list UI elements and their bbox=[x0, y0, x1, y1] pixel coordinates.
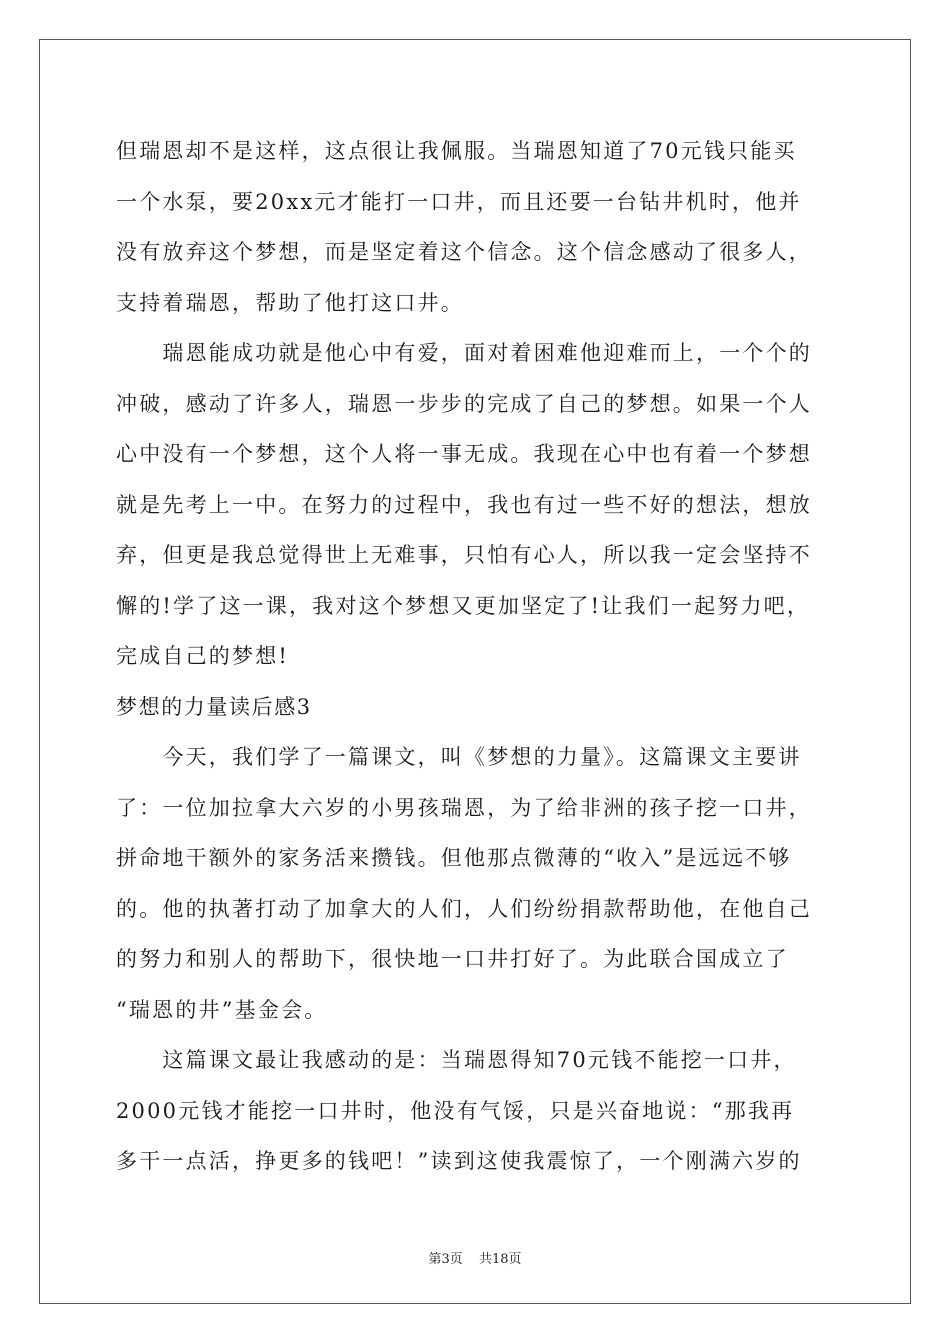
text-line: 这篇课文最让我感动的是：当瑞恩得知70元钱不能挖一口井， bbox=[116, 1048, 797, 1072]
text-line: 但瑞恩却不是这样，这点很让我佩服。当瑞恩知道了70元钱只能买 bbox=[116, 139, 797, 163]
text-line: 弃，但更是我总觉得世上无难事，只怕有心人，所以我一定会坚持不 bbox=[116, 543, 812, 567]
text-line: 多干一点活，挣更多的钱吧！”读到这使我震惊了，一个刚满六岁的 bbox=[116, 1149, 802, 1173]
text-line: 就是先考上一中。在努力的过程中，我也有过一些不好的想法，想放 bbox=[116, 492, 812, 517]
text-line: 2000元钱才能挖一口井时，他没有气馁，只是兴奋地说：“那我再 bbox=[116, 1098, 795, 1123]
document-body bbox=[116, 126, 836, 1187]
page-footer bbox=[0, 1248, 950, 1267]
text-line: 一个水泵，要20xx元才能打一口井，而且还要一台钻井机时，他并 bbox=[116, 189, 802, 214]
text-line: 的努力和别人的帮助下，很快地一口井打好了。为此联合国成立了 bbox=[116, 947, 789, 971]
text-line: 没有放弃这个梦想，而是坚定着这个信念。这个信念感动了很多人， bbox=[116, 240, 812, 264]
text-line: 拼命地干额外的家务活来攒钱。但他那点微薄的“收入”是远远不够 bbox=[116, 846, 792, 870]
text-line: 的。他的执著打动了加拿大的人们，人们纷纷捐款帮助他，在他自己 bbox=[116, 896, 812, 921]
text-line: 今天，我们学了一篇课文，叫《梦想的力量》。这篇课文主要讲 bbox=[116, 745, 802, 769]
text-line: “瑞恩的井”基金会。 bbox=[116, 997, 328, 1022]
text-line: 完成自己的梦想! bbox=[116, 644, 290, 668]
page-total: 共18页 bbox=[478, 1252, 522, 1267]
text-line: 支持着瑞恩，帮助了他打这口井。 bbox=[116, 290, 464, 315]
text-line: 心中没有一个梦想，这个人将一事无成。我现在心中也有着一个梦想 bbox=[116, 442, 812, 466]
text-line: 了：一位加拉拿大六岁的小男孩瑞恩，为了给非洲的孩子挖一口井， bbox=[116, 795, 812, 820]
text-line: 冲破，感动了许多人，瑞恩一步步的完成了自己的梦想。如果一个人 bbox=[116, 391, 812, 416]
text-line: 瑞恩能成功就是他心中有爱，面对着困难他迎难而上，一个个的 bbox=[116, 341, 812, 365]
text-line: 懈的!学了这一课，我对这个梦想又更加坚定了!让我们一起努力吧， bbox=[116, 593, 811, 618]
section-heading: 梦想的力量读后感3 bbox=[116, 694, 312, 719]
page-number: 第3页 bbox=[428, 1252, 463, 1267]
